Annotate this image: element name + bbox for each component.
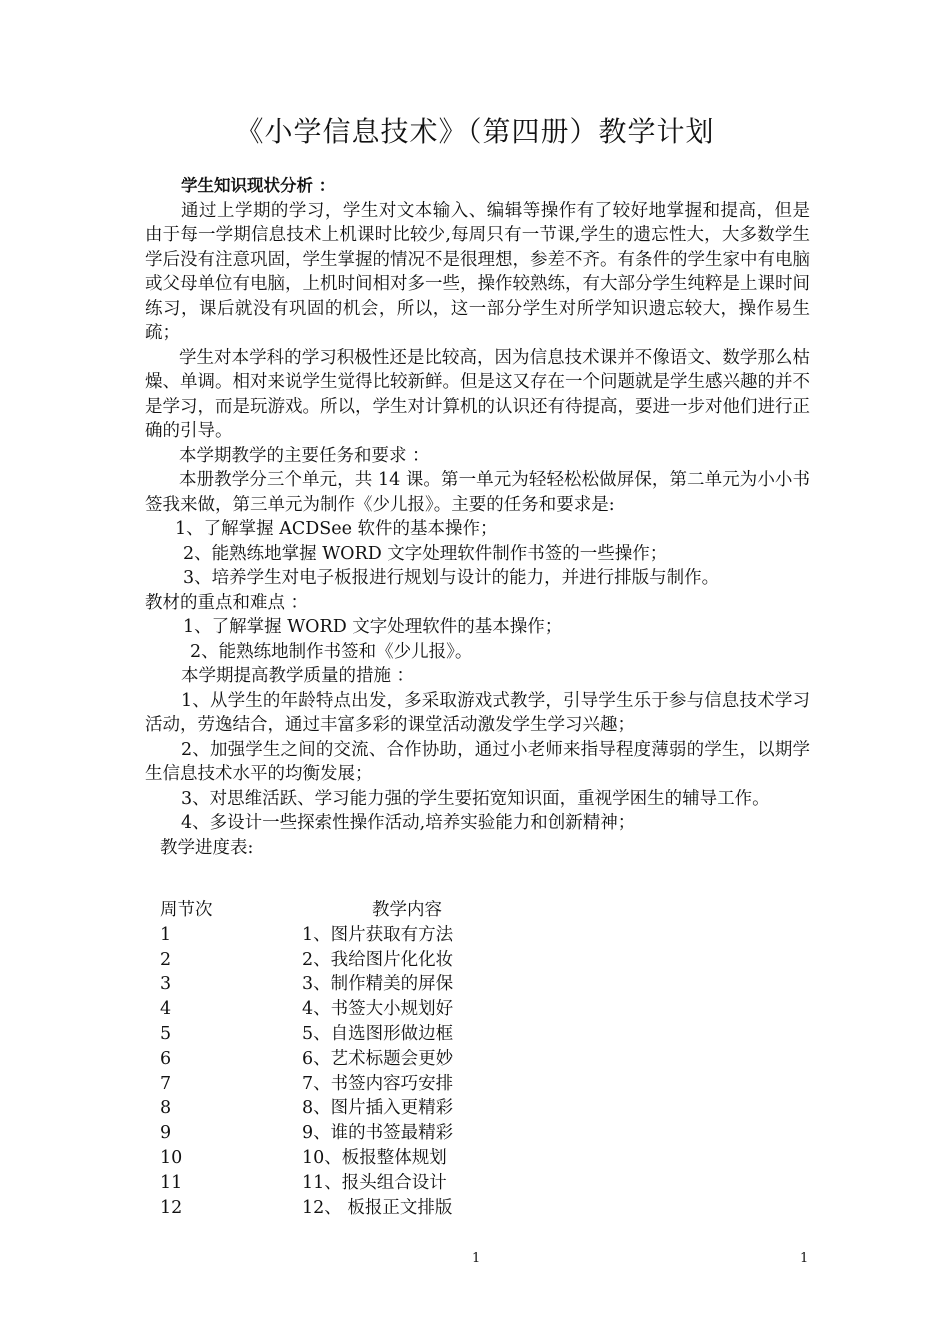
page-number-right: 1 (800, 1251, 809, 1266)
schedule-header-row (160, 898, 660, 923)
page-title: 《小学信息技术》（第四册）教学计划 (235, 115, 715, 148)
list-item: 1、从学生的年龄特点出发，多采取游戏式教学，引导学生乐于参与信息技术学习活动，劳逸结合，通过丰富多彩的课堂活动激发学生学习兴趣； (145, 690, 810, 735)
list-item: 3、培养学生对电子板报进行规划与设计的能力，并进行排版与制作。 (183, 568, 720, 588)
table-row (160, 1121, 660, 1146)
schedule-week: 5 (160, 1023, 172, 1044)
table-row (160, 1146, 660, 1171)
table-row (160, 1096, 660, 1121)
list-item: 1、了解掌握 WORD 文字处理软件的基本操作； (183, 617, 563, 637)
schedule-content: 5、自选图形做边框 (302, 1023, 454, 1044)
schedule-content: 6、艺术标题会更妙 (302, 1048, 454, 1069)
paragraph-knowledge-2: 学生对本学科的学习积极性还是比较高，因为信息技术课并不像语文、数学那么枯燥、单调。相对来说学生觉得比较新鲜。但是这又存在一个问题就是学生感兴趣的并不是学习，而是玩游戏。所以，学生对计算机的认识还有待提高，要进一步对他们进行正确的引导。 (145, 347, 810, 441)
schedule-content: 12、 板报正文排版 (302, 1197, 453, 1218)
schedule-week: 11 (160, 1172, 183, 1193)
page-number-center: 1 (472, 1251, 481, 1266)
table-row (160, 1171, 660, 1196)
schedule-week: 9 (160, 1123, 172, 1144)
schedule-content: 9、谁的书签最精彩 (302, 1123, 454, 1144)
schedule-content: 3、制作精美的屏保 (302, 974, 454, 995)
schedule-week: 10 (160, 1147, 183, 1168)
schedule-content: 7、书签内容巧安排 (302, 1073, 454, 1094)
schedule-content: 8、图片插入更精彩 (302, 1098, 454, 1119)
table-row (160, 1196, 660, 1221)
schedule-content: 4、书签大小规划好 (302, 999, 454, 1020)
schedule-week: 3 (160, 974, 172, 995)
section-heading-key-points: 教材的重点和难点 ： (145, 592, 309, 613)
section-heading-tasks: 本学期教学的主要任务和要求 ： (179, 445, 430, 466)
schedule-week: 6 (160, 1048, 172, 1069)
list-item: 2、能熟练地制作书签和《少儿报》。 (190, 641, 473, 662)
schedule-content: 1、图片获取有方法 (302, 924, 454, 945)
schedule-content: 2、我给图片化化妆 (302, 949, 454, 970)
section-heading-measures: 本学期提高教学质量的措施 ： (181, 666, 415, 686)
schedule-week: 7 (160, 1073, 172, 1094)
schedule-table (160, 898, 660, 1220)
table-row (160, 948, 660, 973)
list-item: 3、对思维活跃、学习能力强的学生要拓宽知识面，重视学困生的辅导工作。 (181, 788, 770, 809)
schedule-header-content: 教学内容 (372, 900, 442, 920)
table-row (160, 1047, 660, 1072)
schedule-week: 2 (160, 949, 172, 970)
schedule-label: 教学进度表: (160, 837, 254, 858)
list-item: 2、能熟练地掌握 WORD 文字处理软件制作书签的一些操作； (183, 543, 668, 564)
schedule-week: 4 (160, 999, 172, 1020)
list-item: 4、多设计一些探索性操作活动,培养实验能力和创新精神； (181, 813, 636, 833)
table-row (160, 1022, 660, 1047)
paragraph-tasks-intro: 本册教学分三个单元，共 14 课。第一单元为轻轻松松做屏保，第二单元为小小书签我来做，第三单元为制作《少儿报》。主要的任务和要求是: (145, 470, 810, 515)
paragraph-knowledge-1: 通过上学期的学习，学生对文本输入、编辑等操作有了较好地掌握和提高，但是由于每一学期信息技术上机课时比较少,每周只有一节课,学生的遗忘性大，大多数学生学后没有注意巩固，学生掌握的情况不是很理想，参差不齐。有条件的学生家中有电脑或父母单位有电脑，上机时间相对多一些，操作较熟练，有大部分学生纯粹是上课时间练习，课后就没有巩固的机会，所以，这一部分学生对所学知识遗忘较大，操作易生疏； (145, 200, 810, 343)
schedule-content: 10、板报整体规划 (302, 1147, 447, 1168)
list-item: 2、加强学生之间的交流、合作协助，通过小老师来指导程度薄弱的学生，以期学生信息技术水平的均衡发展； (145, 739, 810, 784)
schedule-header-week: 周节次 (160, 900, 213, 920)
schedule-content: 11、报头组合设计 (302, 1172, 447, 1193)
table-row (160, 1072, 660, 1097)
table-row (160, 997, 660, 1022)
schedule-week: 12 (160, 1197, 183, 1218)
section-heading-knowledge: 学生知识现状分析 ： (181, 176, 336, 195)
schedule-week: 1 (160, 924, 172, 945)
table-row (160, 923, 660, 948)
list-item: 1、了解掌握 ACDSee 软件的基本操作； (175, 519, 498, 539)
document-body (145, 174, 810, 860)
schedule-week: 8 (160, 1098, 172, 1119)
table-row (160, 972, 660, 997)
